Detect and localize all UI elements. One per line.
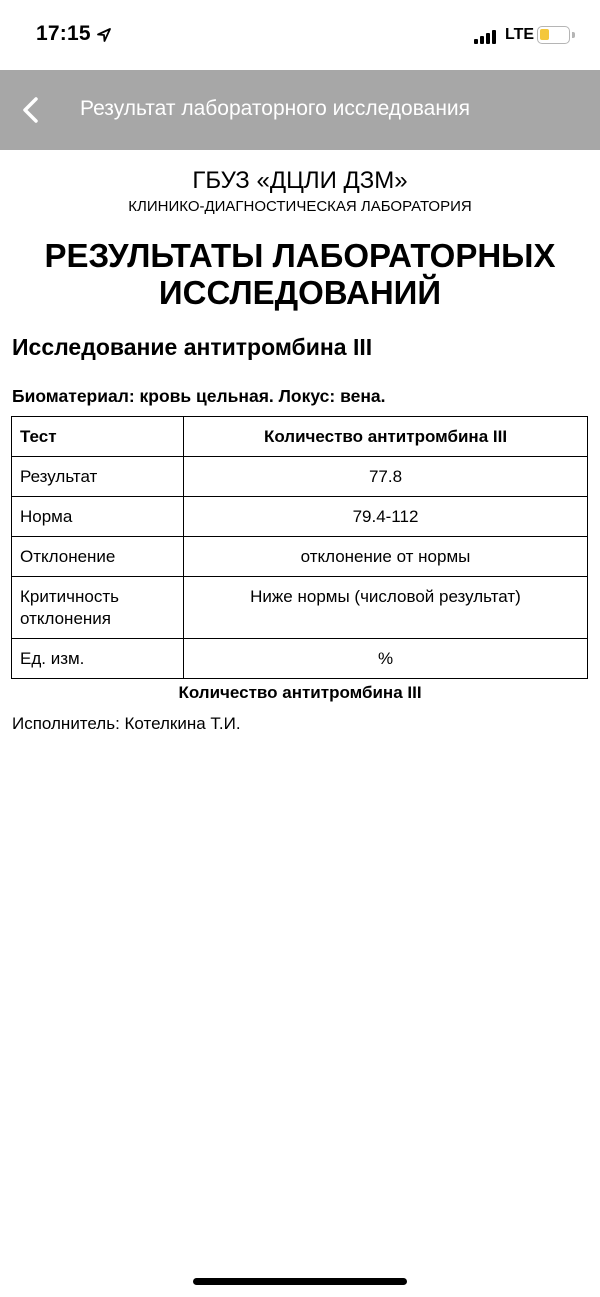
- row-label-line1: Критичность: [20, 587, 119, 606]
- home-indicator[interactable]: [193, 1278, 407, 1285]
- header-test: Тест: [12, 417, 184, 457]
- network-type: LTE: [505, 26, 535, 43]
- document-title: [0, 237, 600, 311]
- nav-title: Результат лабораторного исследования: [80, 97, 471, 120]
- document-title-line1: РЕЗУЛЬТАТЫ ЛАБОРАТОРНЫХ: [44, 237, 556, 274]
- org-name: ГБУЗ «ДЦЛИ ДЗМ»: [192, 167, 408, 194]
- table-row: [12, 639, 588, 679]
- row-value: Ниже нормы (числовой результат): [184, 577, 588, 639]
- row-label: [12, 577, 184, 639]
- row-label: Ед. изм.: [12, 639, 184, 679]
- row-label-line2: отклонения: [20, 609, 111, 628]
- back-chevron-icon[interactable]: [14, 92, 50, 128]
- status-bar: [0, 0, 600, 70]
- row-value: отклонение от нормы: [184, 537, 588, 577]
- row-value: 77.8: [184, 457, 588, 497]
- header-quantity: Количество антитромбина III: [184, 417, 588, 457]
- row-label: Норма: [12, 497, 184, 537]
- document-title-line2: ИССЛЕДОВАНИЙ: [158, 274, 442, 311]
- row-label: Отклонение: [12, 537, 184, 577]
- biomaterial-info: Биоматериал: кровь цельная. Локус: вена.: [12, 386, 386, 406]
- row-value: %: [184, 639, 588, 679]
- table-row: [12, 577, 588, 639]
- table-row: [12, 457, 588, 497]
- location-arrow-icon: [96, 27, 112, 43]
- battery-icon: [537, 26, 570, 44]
- battery-level: [540, 29, 549, 40]
- executor-info: Исполнитель: Котелкина Т.И.: [12, 714, 241, 733]
- row-value: 79.4-112: [184, 497, 588, 537]
- battery-tip: [572, 32, 575, 38]
- signal-strength-icon: [474, 30, 500, 44]
- nav-bar: [0, 70, 600, 150]
- results-table: [11, 416, 588, 679]
- row-label: Результат: [12, 457, 184, 497]
- status-time: 17:15: [36, 22, 91, 45]
- org-subtitle: КЛИНИКО-ДИАГНОСТИЧЕСКАЯ ЛАБОРАТОРИЯ: [128, 198, 472, 215]
- section-title: Исследование антитромбина III: [12, 334, 373, 360]
- table-caption: Количество антитромбина III: [178, 683, 422, 702]
- table-row: [12, 497, 588, 537]
- table-header-row: [12, 417, 588, 457]
- table-row: [12, 537, 588, 577]
